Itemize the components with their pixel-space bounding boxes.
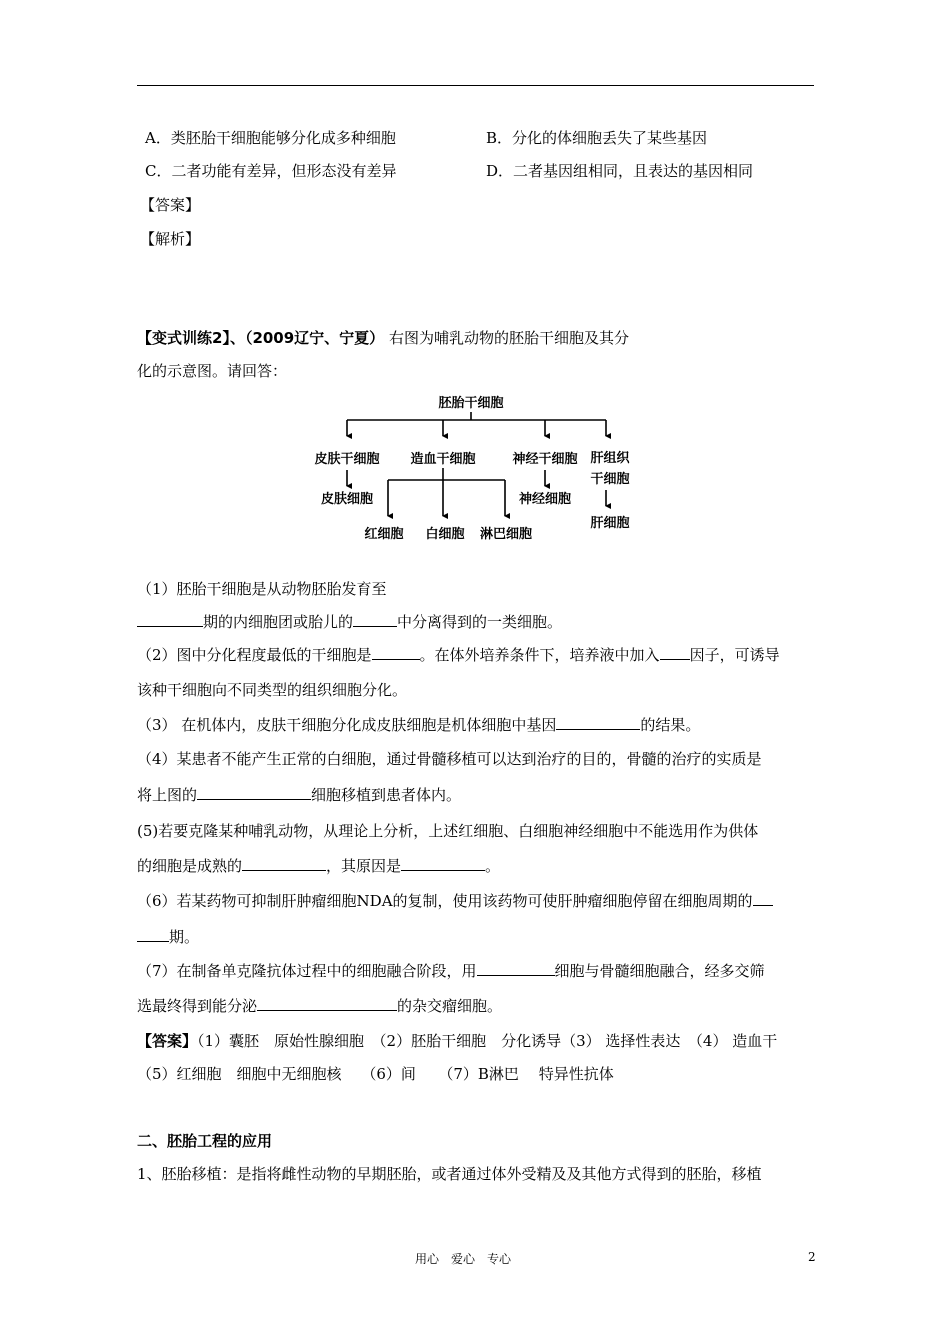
answers-text-1: （1）囊胚 原始性腺细胞 （2）胚胎干细胞 分化诱导（3） 选择性表达 （4） 造血干 <box>197 1032 778 1050</box>
header-rule <box>137 85 814 86</box>
exercise-intro-2: 化的示意图。请回答： <box>137 362 288 380</box>
option-a: A．类胚胎干细胞能够分化成多种细胞 <box>145 129 396 147</box>
answer-blank <box>197 784 311 800</box>
question-7a <box>137 960 765 981</box>
answers-label: 【答案】 <box>137 1032 198 1050</box>
question-4b-end: 细胞移植到患者体内。 <box>311 786 462 804</box>
node-liver-cell: 肝细胞 <box>590 516 630 531</box>
answer-blank <box>372 644 420 660</box>
answer-blank <box>660 644 690 660</box>
node-white-blood-cell: 白细胞 <box>425 527 465 542</box>
question-2a <box>137 644 780 665</box>
question-2b: 该种干细胞向不同类型的组织细胞分化。 <box>137 681 408 699</box>
answer-blank <box>401 855 485 871</box>
question-7b-text: 选最终得到能分泌 <box>137 997 258 1015</box>
question-3-end: 的结果。 <box>640 716 701 734</box>
question-1b <box>137 611 562 632</box>
answer-blank <box>137 611 203 627</box>
question-6b-text: 期。 <box>169 928 200 946</box>
exercise-intro: 右图为哺乳动物的胚胎干细胞及其分 <box>388 329 629 347</box>
node-embryonic-stem-cell: 胚胎干细胞 <box>438 396 504 411</box>
answer-blank <box>257 995 397 1011</box>
question-4a: （4）某患者不能产生正常的白细胞，通过骨髓移植可以达到治疗的目的，骨髓的治疗的实质是 <box>137 750 762 768</box>
question-5b-text-2: ，其原因是 <box>326 857 402 875</box>
question-5a: (5)若要克隆某种哺乳动物，从理论上分析，上述红细胞、白细胞神经细胞中不能选用作为供体 <box>137 822 759 840</box>
question-7a-text: （7）在制备单克隆抗体过程中的细胞融合阶段，用 <box>137 962 477 980</box>
question-1b-end: 中分离得到的一类细胞。 <box>397 613 563 631</box>
question-5b-end: 。 <box>485 857 501 875</box>
answer-blank <box>353 611 397 627</box>
question-7b <box>137 995 502 1016</box>
analysis-label: 【解析】 <box>140 230 201 248</box>
node-skin-stem-cell: 皮肤干细胞 <box>314 452 380 467</box>
page-number: 2 <box>808 1250 816 1264</box>
node-liver-stem-cell-line1: 肝组织 <box>590 451 630 466</box>
question-5b <box>137 855 500 876</box>
exercise-heading <box>137 327 629 348</box>
question-1a: （1）胚胎干细胞是从动物胚胎发育至 <box>137 580 387 598</box>
node-nerve-cell: 神经细胞 <box>518 492 572 507</box>
option-b: B．分化的体细胞丢失了某些基因 <box>486 129 708 147</box>
node-lymphocyte: 淋巴细胞 <box>479 527 533 542</box>
answer-blank <box>477 960 555 976</box>
node-skin-cell: 皮肤细胞 <box>320 492 374 507</box>
question-7b-end: 的杂交瘤细胞。 <box>397 997 503 1015</box>
question-2a-text-3: 因子，可诱导 <box>689 646 780 664</box>
question-4b-text: 将上图的 <box>137 786 198 804</box>
question-2a-text: （2）图中分化程度最低的干细胞是 <box>137 646 372 664</box>
question-4b <box>137 784 461 805</box>
answers-line-2: （5）红细胞 细胞中无细胞核 （6）间 （7）B淋巴 特异性抗体 <box>137 1065 614 1083</box>
question-7a-text-2: 细胞与骨髓细胞融合，经多交筛 <box>554 962 765 980</box>
node-liver-stem-cell-line2: 干细胞 <box>590 472 630 487</box>
answer-blank <box>753 890 773 906</box>
answers-line-1 <box>137 1030 777 1051</box>
question-5b-text: 的细胞是成熟的 <box>137 857 243 875</box>
footer-center: 用心 爱心 专心 <box>415 1252 512 1266</box>
question-2a-text-2: 。在体外培养条件下，培养液中加入 <box>419 646 660 664</box>
stem-cell-diagram <box>300 388 650 548</box>
node-hematopoietic-stem-cell: 造血干细胞 <box>410 452 476 467</box>
question-1b-text: 期的内细胞团或胎儿的 <box>203 613 354 631</box>
answer-blank <box>137 926 169 942</box>
answer-label: 【答案】 <box>140 196 201 214</box>
option-c: C．二者功能有差异，但形态没有差异 <box>145 162 397 180</box>
question-3-text: （3） 在机体内，皮肤干细胞分化成皮肤细胞是机体细胞中基因 <box>137 716 557 734</box>
node-red-blood-cell: 红细胞 <box>364 527 404 542</box>
section-paragraph: 1、胚胎移植：是指将雌性动物的早期胚胎，或者通过体外受精及及其他方式得到的胚胎，移植 <box>137 1165 762 1183</box>
question-6a-text: （6）若某药物可抑制肝肿瘤细胞NDA的复制，使用该药物可使肝肿瘤细胞停留在细胞周期的 <box>137 892 753 910</box>
answer-blank <box>556 714 640 730</box>
node-neural-stem-cell: 神经干细胞 <box>512 452 578 467</box>
question-6b <box>137 926 199 947</box>
exercise-tag: 【变式训练2】、（2009辽宁、宁夏） <box>137 329 385 347</box>
question-6a <box>137 890 773 911</box>
section-title: 二、胚胎工程的应用 <box>137 1132 273 1150</box>
question-3 <box>137 714 700 735</box>
option-d: D．二者基因组相同，且表达的基因相同 <box>486 162 754 180</box>
answer-blank <box>242 855 326 871</box>
